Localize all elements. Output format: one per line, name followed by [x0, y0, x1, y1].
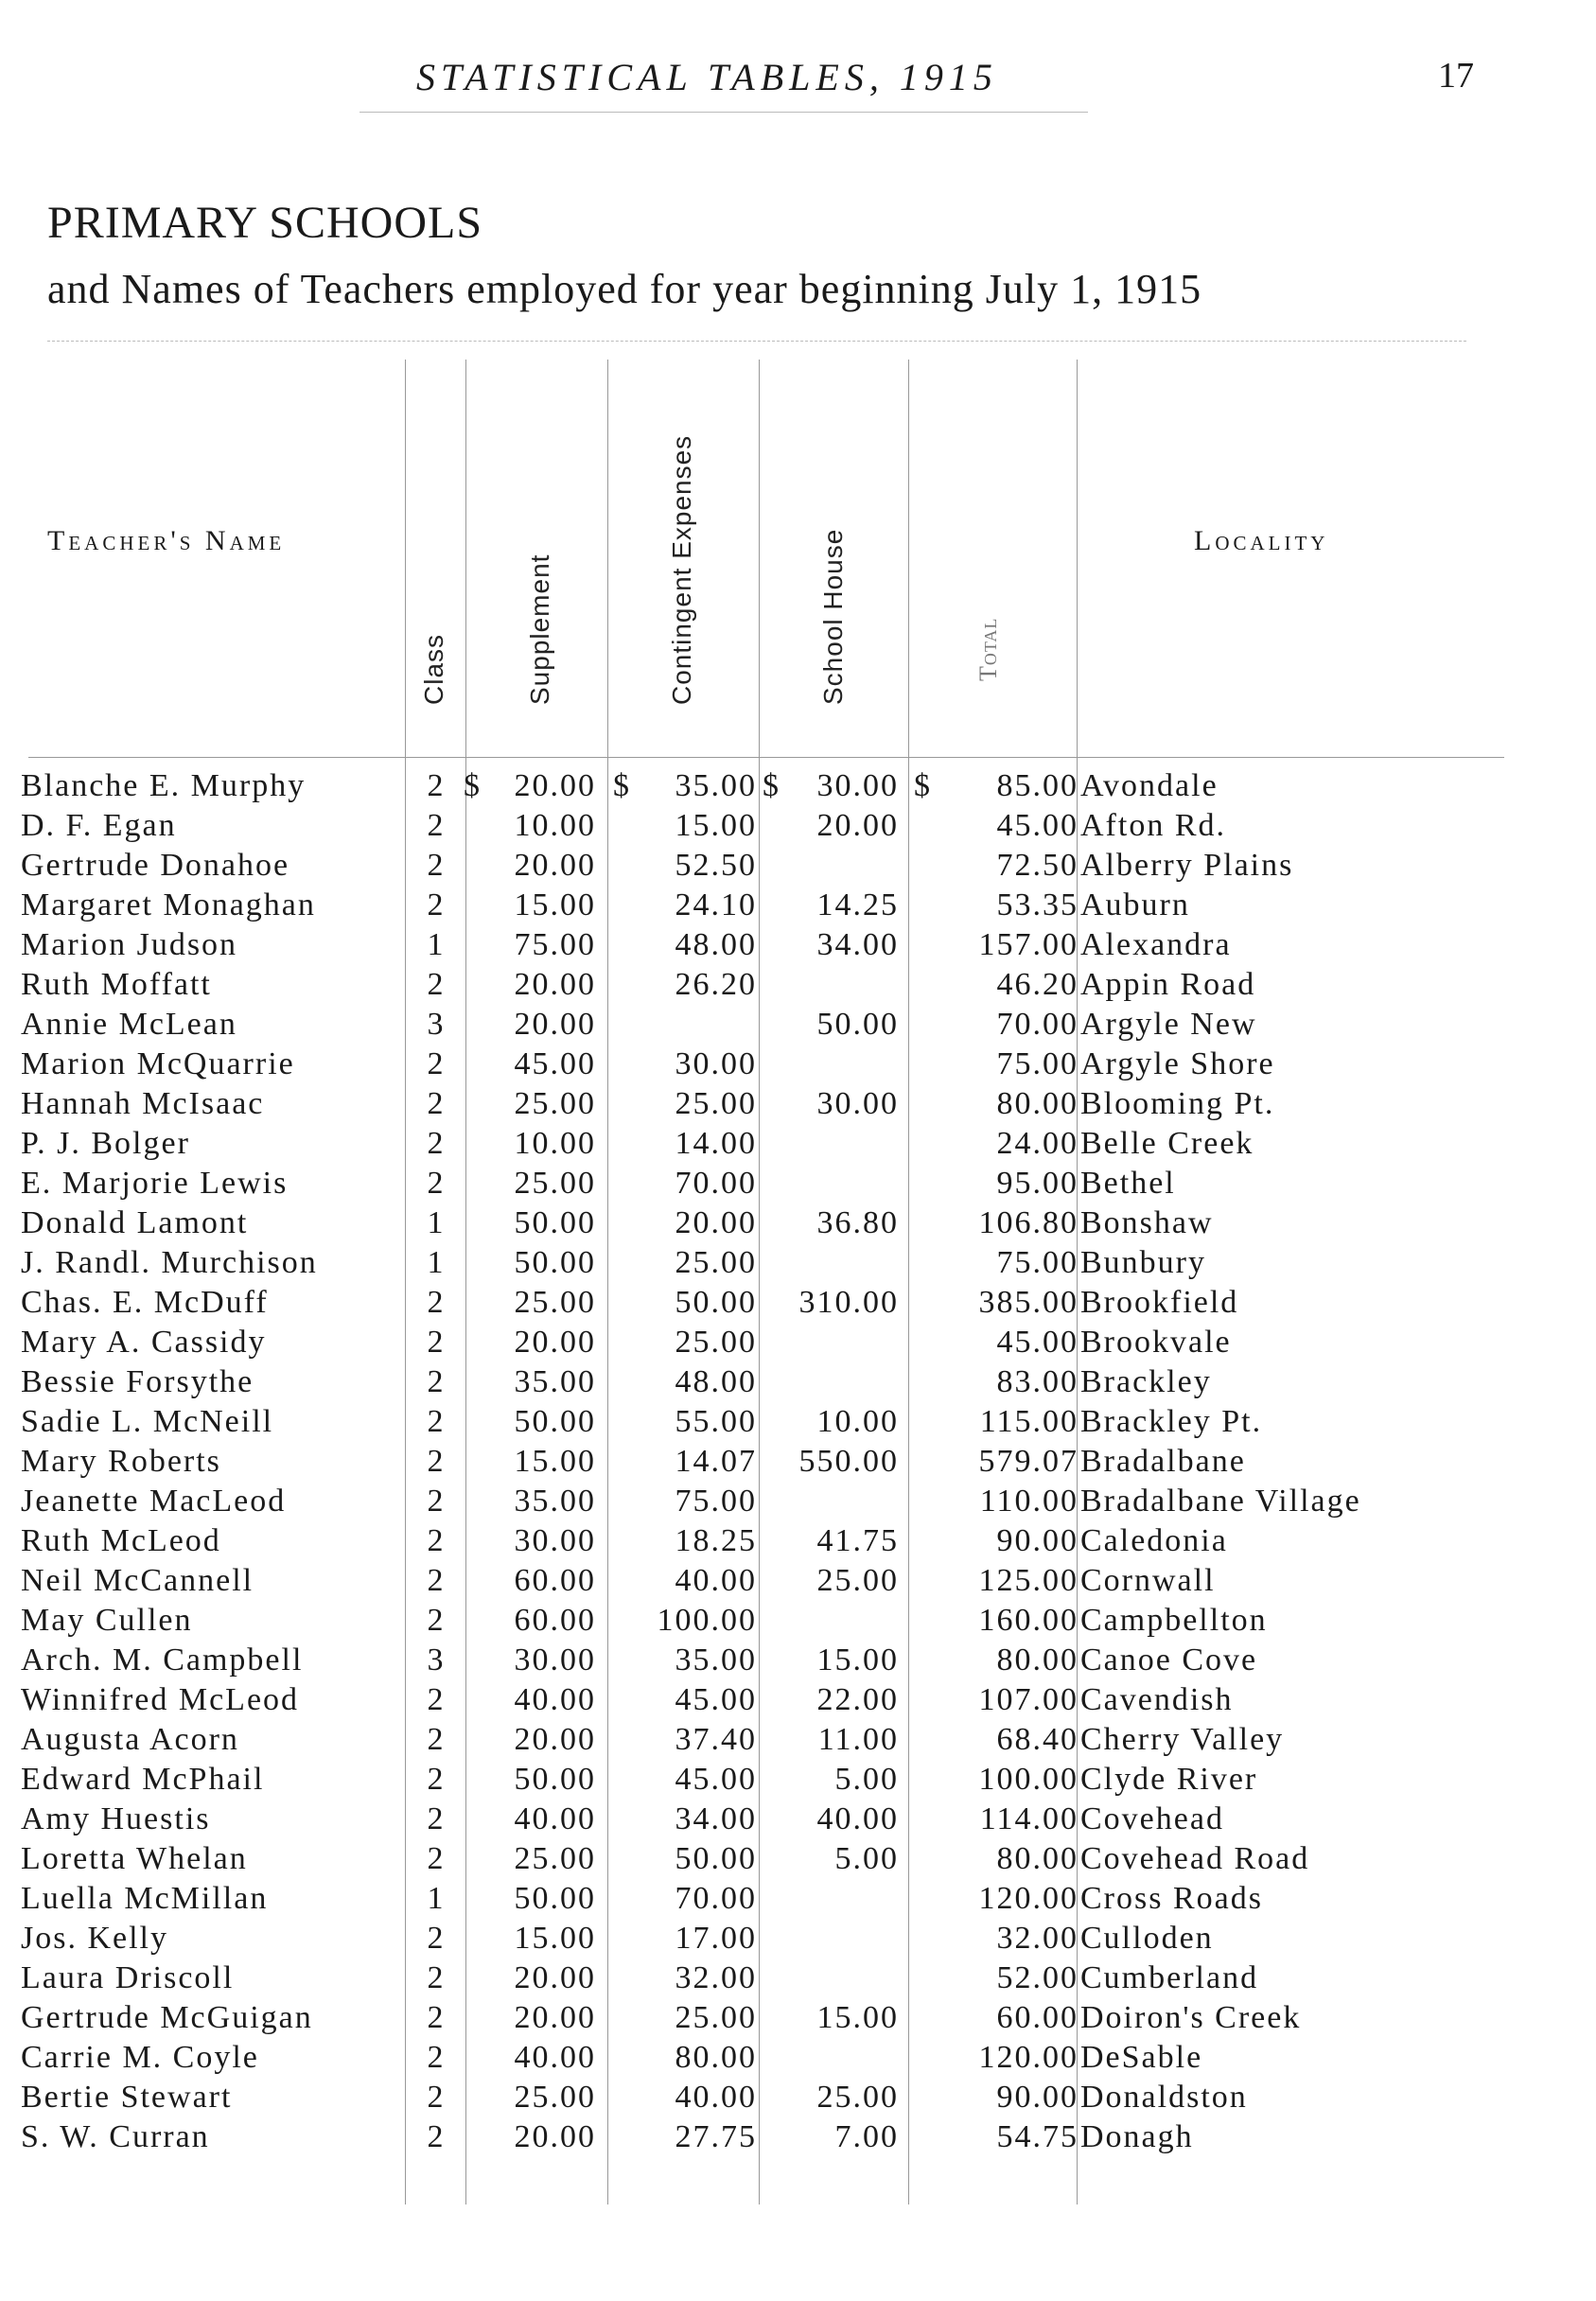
locality-cell: Avondale [1080, 768, 1219, 803]
supplement-cell: 30.00 [514, 1642, 596, 1677]
locality-cell: Caledonia [1080, 1523, 1228, 1558]
table-row [0, 1958, 1596, 1998]
class-cell: 2 [427, 2080, 444, 2115]
class-cell: 2 [427, 887, 444, 922]
total-cell: 46.20 [996, 967, 1079, 1002]
header-total: Total [974, 617, 1002, 681]
locality-cell: Bethel [1080, 1166, 1176, 1201]
header-rule [360, 112, 1088, 113]
supplement-cell: 25.00 [514, 2080, 596, 2115]
contingent-cell: 35.00 [675, 1642, 757, 1677]
contingent-cell: 80.00 [675, 2040, 757, 2075]
supplement-cell: 25.00 [514, 1841, 596, 1876]
contingent-cell: 14.07 [675, 1444, 757, 1479]
total-cell: 90.00 [996, 1523, 1079, 1558]
table-row [0, 1164, 1596, 1203]
table-row [0, 1879, 1596, 1919]
locality-cell: Campbellton [1080, 1603, 1268, 1638]
total-cell: 54.75 [996, 2119, 1079, 2154]
class-cell: 2 [427, 1444, 444, 1479]
total-cell: 70.00 [996, 1007, 1079, 1042]
contingent-cell: 75.00 [675, 1484, 757, 1519]
header-class: Class [419, 633, 448, 705]
class-cell: 2 [427, 2040, 444, 2075]
contingent-cell: 34.00 [675, 1801, 757, 1836]
school-house-cell: 40.00 [816, 1801, 899, 1836]
contingent-cell: 35.00 [675, 768, 757, 803]
contingent-cell: 50.00 [675, 1285, 757, 1320]
running-head [0, 55, 1596, 102]
contingent-cell: 27.75 [675, 2119, 757, 2154]
total-cell: 85.00 [996, 768, 1079, 803]
table-row [0, 1760, 1596, 1800]
total-cell: 100.00 [978, 1762, 1079, 1797]
total-cell: 32.00 [996, 1921, 1079, 1956]
total-cell: 107.00 [978, 1682, 1079, 1717]
class-cell: 2 [427, 1722, 444, 1757]
class-cell: 1 [427, 1881, 444, 1916]
teacher-name: Luella McMillan [21, 1881, 269, 1916]
contingent-cell: 52.50 [675, 848, 757, 883]
school-house-cell: 310.00 [798, 1285, 899, 1320]
class-cell: 2 [427, 1484, 444, 1519]
table-row [0, 1005, 1596, 1045]
class-cell: 2 [427, 1126, 444, 1161]
header-contingent-expenses: Contingent Expenses [667, 434, 696, 705]
contingent-cell: 37.40 [675, 1722, 757, 1757]
teacher-name: Margaret Monaghan [21, 887, 316, 922]
locality-cell: Culloden [1080, 1921, 1214, 1956]
class-cell: 2 [427, 848, 444, 883]
supplement-cell: 40.00 [514, 1801, 596, 1836]
teacher-name: Sadie L. McNeill [21, 1404, 274, 1439]
locality-cell: Bradalbane Village [1080, 1484, 1361, 1519]
class-cell: 2 [427, 1404, 444, 1439]
locality-cell: Cherry Valley [1080, 1722, 1285, 1757]
currency-symbol: $ [763, 768, 779, 803]
teacher-name: Gertrude McGuigan [21, 2000, 313, 2035]
table-body [0, 766, 1596, 2157]
total-cell: 80.00 [996, 1841, 1079, 1876]
locality-cell: Donaldston [1080, 2080, 1248, 2115]
class-cell: 2 [427, 967, 444, 1002]
contingent-cell: 20.00 [675, 1205, 757, 1240]
class-cell: 2 [427, 1563, 444, 1598]
teacher-name: J. Randl. Murchison [21, 1245, 318, 1280]
contingent-cell: 48.00 [675, 927, 757, 962]
contingent-cell: 45.00 [675, 1762, 757, 1797]
class-cell: 2 [427, 1841, 444, 1876]
supplement-cell: 50.00 [514, 1205, 596, 1240]
table-row [0, 1561, 1596, 1601]
header-bottom-rule [28, 757, 1504, 758]
contingent-cell: 30.00 [675, 1046, 757, 1081]
supplement-cell: 60.00 [514, 1563, 596, 1598]
total-cell: 45.00 [996, 808, 1079, 843]
teacher-name: Chas. E. McDuff [21, 1285, 269, 1320]
currency-symbol: $ [613, 768, 629, 803]
class-cell: 2 [427, 1801, 444, 1836]
contingent-cell: 32.00 [675, 1960, 757, 1995]
school-house-cell: 7.00 [834, 2119, 899, 2154]
table-row [0, 1521, 1596, 1561]
class-cell: 1 [427, 1205, 444, 1240]
locality-cell: Cavendish [1080, 1682, 1234, 1717]
page-number: 17 [1438, 56, 1474, 96]
header-locality: Locality [1194, 525, 1329, 556]
supplement-cell: 50.00 [514, 1245, 596, 1280]
contingent-cell: 40.00 [675, 2080, 757, 2115]
supplement-cell: 10.00 [514, 1126, 596, 1161]
class-cell: 2 [427, 1364, 444, 1399]
contingent-cell: 24.10 [675, 887, 757, 922]
class-cell: 2 [427, 1921, 444, 1956]
total-cell: 80.00 [996, 1642, 1079, 1677]
teacher-name: Loretta Whelan [21, 1841, 248, 1876]
teachers-table [0, 360, 1596, 2204]
table-row [0, 1601, 1596, 1641]
contingent-cell: 17.00 [675, 1921, 757, 1956]
table-row [0, 766, 1596, 806]
locality-cell: Donagh [1080, 2119, 1194, 2154]
class-cell: 2 [427, 1762, 444, 1797]
contingent-cell: 40.00 [675, 1563, 757, 1598]
contingent-cell: 50.00 [675, 1841, 757, 1876]
total-cell: 75.00 [996, 1046, 1079, 1081]
teacher-name: Ruth Moffatt [21, 967, 212, 1002]
supplement-cell: 40.00 [514, 1682, 596, 1717]
school-house-cell: 20.00 [816, 808, 899, 843]
total-cell: 83.00 [996, 1364, 1079, 1399]
locality-cell: Alexandra [1080, 927, 1232, 962]
supplement-cell: 35.00 [514, 1484, 596, 1519]
section-subtitle: and Names of Teachers employed for year beginning July 1, 1915 [47, 266, 1202, 312]
class-cell: 2 [427, 1166, 444, 1201]
locality-cell: Doiron's Creek [1080, 2000, 1302, 2035]
school-house-cell: 30.00 [816, 1086, 899, 1121]
school-house-cell: 14.25 [816, 887, 899, 922]
locality-cell: Brookvale [1080, 1325, 1232, 1360]
teacher-name: Bertie Stewart [21, 2080, 233, 2115]
total-cell: 80.00 [996, 1086, 1079, 1121]
currency-symbol: $ [914, 768, 930, 803]
supplement-cell: 50.00 [514, 1404, 596, 1439]
locality-cell: Cross Roads [1080, 1881, 1263, 1916]
school-house-cell: 15.00 [816, 2000, 899, 2035]
locality-cell: Canoe Cove [1080, 1642, 1258, 1677]
supplement-cell: 15.00 [514, 887, 596, 922]
total-cell: 60.00 [996, 2000, 1079, 2035]
supplement-cell: 50.00 [514, 1762, 596, 1797]
total-cell: 160.00 [978, 1603, 1079, 1638]
school-house-cell: 15.00 [816, 1642, 899, 1677]
table-row [0, 1124, 1596, 1164]
table-row [0, 925, 1596, 965]
teacher-name: Augusta Acorn [21, 1722, 239, 1757]
running-title: STATISTICAL TABLES, 1915 [416, 56, 998, 98]
total-cell: 95.00 [996, 1166, 1079, 1201]
class-cell: 1 [427, 1245, 444, 1280]
class-cell: 2 [427, 1325, 444, 1360]
supplement-cell: 20.00 [514, 2119, 596, 2154]
supplement-cell: 20.00 [514, 1722, 596, 1757]
school-house-cell: 25.00 [816, 1563, 899, 1598]
class-cell: 2 [427, 1285, 444, 1320]
table-row [0, 1045, 1596, 1084]
supplement-cell: 25.00 [514, 1166, 596, 1201]
teacher-name: Jos. Kelly [21, 1921, 168, 1956]
table-row [0, 1203, 1596, 1243]
total-cell: 53.35 [996, 887, 1079, 922]
locality-cell: Cumberland [1080, 1960, 1259, 1995]
total-cell: 68.40 [996, 1722, 1079, 1757]
teacher-name: May Cullen [21, 1603, 193, 1638]
school-house-cell: 22.00 [816, 1682, 899, 1717]
total-cell: 114.00 [979, 1801, 1079, 1836]
school-house-cell: 550.00 [798, 1444, 899, 1479]
supplement-cell: 20.00 [514, 2000, 596, 2035]
school-house-cell: 36.80 [816, 1205, 899, 1240]
table-row [0, 1839, 1596, 1879]
header-supplement: Supplement [525, 553, 554, 705]
locality-cell: Appin Road [1080, 967, 1256, 1002]
supplement-cell: 75.00 [514, 927, 596, 962]
teacher-name: Amy Huestis [21, 1801, 211, 1836]
total-cell: 579.07 [978, 1444, 1079, 1479]
total-cell: 157.00 [978, 927, 1079, 962]
teacher-name: D. F. Egan [21, 808, 177, 843]
total-cell: 115.00 [979, 1404, 1079, 1439]
locality-cell: Clyde River [1080, 1762, 1258, 1797]
supplement-cell: 15.00 [514, 1921, 596, 1956]
table-row [0, 965, 1596, 1005]
class-cell: 2 [427, 1682, 444, 1717]
table-row [0, 2038, 1596, 2078]
teacher-name: Laura Driscoll [21, 1960, 235, 1995]
supplement-cell: 20.00 [514, 1960, 596, 1995]
locality-cell: Belle Creek [1080, 1126, 1254, 1161]
class-cell: 2 [427, 1523, 444, 1558]
teacher-name: Marion McQuarrie [21, 1046, 295, 1081]
class-cell: 2 [427, 1603, 444, 1638]
teacher-name: Carrie M. Coyle [21, 2040, 259, 2075]
supplement-cell: 40.00 [514, 2040, 596, 2075]
contingent-cell: 15.00 [675, 808, 757, 843]
total-cell: 45.00 [996, 1325, 1079, 1360]
locality-cell: Cornwall [1080, 1563, 1216, 1598]
teacher-name: Ruth McLeod [21, 1523, 221, 1558]
class-cell: 2 [427, 1046, 444, 1081]
table-row [0, 2078, 1596, 2117]
teacher-name: Annie McLean [21, 1007, 237, 1042]
school-house-cell: 30.00 [816, 768, 899, 803]
school-house-cell: 10.00 [816, 1404, 899, 1439]
supplement-cell: 20.00 [514, 848, 596, 883]
school-house-cell: 25.00 [816, 2080, 899, 2115]
total-cell: 120.00 [978, 2040, 1079, 2075]
teacher-name: Blanche E. Murphy [21, 768, 307, 803]
total-cell: 125.00 [978, 1563, 1079, 1598]
supplement-cell: 50.00 [514, 1881, 596, 1916]
locality-cell: Bonshaw [1080, 1205, 1214, 1240]
teacher-name: Marion Judson [21, 927, 238, 962]
contingent-cell: 100.00 [657, 1603, 757, 1638]
teacher-name: Donald Lamont [21, 1205, 249, 1240]
class-cell: 2 [427, 2119, 444, 2154]
supplement-cell: 10.00 [514, 808, 596, 843]
total-cell: 110.00 [979, 1484, 1079, 1519]
total-cell: 385.00 [978, 1285, 1079, 1320]
total-cell: 90.00 [996, 2080, 1079, 2115]
table-row [0, 1720, 1596, 1760]
locality-cell: Alberry Plains [1080, 848, 1294, 883]
contingent-cell: 14.00 [675, 1126, 757, 1161]
contingent-cell: 70.00 [675, 1881, 757, 1916]
class-cell: 2 [427, 1086, 444, 1121]
locality-cell: Argyle Shore [1080, 1046, 1275, 1081]
table-row [0, 1283, 1596, 1323]
supplement-cell: 35.00 [514, 1364, 596, 1399]
supplement-cell: 25.00 [514, 1285, 596, 1320]
contingent-cell: 26.20 [675, 967, 757, 1002]
table-row [0, 1402, 1596, 1442]
table-row [0, 1482, 1596, 1521]
total-cell: 106.80 [978, 1205, 1079, 1240]
locality-cell: Brackley [1080, 1364, 1212, 1399]
locality-cell: Afton Rd. [1080, 808, 1226, 843]
total-cell: 120.00 [978, 1881, 1079, 1916]
school-house-cell: 11.00 [817, 1722, 899, 1757]
supplement-cell: 30.00 [514, 1523, 596, 1558]
table-row [0, 1680, 1596, 1720]
title-rule [47, 341, 1466, 342]
table-row [0, 1084, 1596, 1124]
contingent-cell: 25.00 [675, 2000, 757, 2035]
supplement-cell: 60.00 [514, 1603, 596, 1638]
contingent-cell: 55.00 [675, 1404, 757, 1439]
locality-cell: Covehead Road [1080, 1841, 1310, 1876]
locality-cell: Covehead [1080, 1801, 1224, 1836]
supplement-cell: 20.00 [514, 1325, 596, 1360]
table-row [0, 1919, 1596, 1958]
teacher-name: Edward McPhail [21, 1762, 265, 1797]
table-row [0, 846, 1596, 886]
table-row [0, 2117, 1596, 2157]
table-row [0, 1243, 1596, 1283]
supplement-cell: 15.00 [514, 1444, 596, 1479]
header-teacher-name: Teacher's Name [47, 525, 286, 556]
teacher-name: Bessie Forsythe [21, 1364, 254, 1399]
total-cell: 52.00 [996, 1960, 1079, 1995]
teacher-name: E. Marjorie Lewis [21, 1166, 289, 1201]
class-cell: 2 [427, 808, 444, 843]
currency-symbol: $ [464, 768, 480, 803]
supplement-cell: 45.00 [514, 1046, 596, 1081]
contingent-cell: 70.00 [675, 1166, 757, 1201]
teacher-name: Neil McCannell [21, 1563, 254, 1598]
contingent-cell: 45.00 [675, 1682, 757, 1717]
table-row [0, 1442, 1596, 1482]
teacher-name: Hannah McIsaac [21, 1086, 265, 1121]
table-row [0, 1998, 1596, 2038]
teacher-name: P. J. Bolger [21, 1126, 190, 1161]
total-cell: 75.00 [996, 1245, 1079, 1280]
teacher-name: Jeanette MacLeod [21, 1484, 287, 1519]
supplement-cell: 25.00 [514, 1086, 596, 1121]
locality-cell: Bunbury [1080, 1245, 1206, 1280]
total-cell: 24.00 [996, 1126, 1079, 1161]
school-house-cell: 5.00 [834, 1762, 899, 1797]
teacher-name: Gertrude Donahoe [21, 848, 290, 883]
table-row [0, 1641, 1596, 1680]
table-row [0, 1323, 1596, 1362]
locality-cell: Brackley Pt. [1080, 1404, 1263, 1439]
class-cell: 1 [427, 927, 444, 962]
table-row [0, 806, 1596, 846]
teacher-name: S. W. Curran [21, 2119, 210, 2154]
header-school-house: School House [818, 528, 848, 705]
locality-cell: DeSable [1080, 2040, 1203, 2075]
locality-cell: Argyle New [1080, 1007, 1257, 1042]
contingent-cell: 25.00 [675, 1086, 757, 1121]
table-row [0, 1800, 1596, 1839]
total-cell: 72.50 [996, 848, 1079, 883]
table-row [0, 1362, 1596, 1402]
supplement-cell: 20.00 [514, 1007, 596, 1042]
class-cell: 3 [427, 1642, 444, 1677]
supplement-cell: 20.00 [514, 768, 596, 803]
teacher-name: Arch. M. Campbell [21, 1642, 304, 1677]
supplement-cell: 20.00 [514, 967, 596, 1002]
contingent-cell: 48.00 [675, 1364, 757, 1399]
teacher-name: Mary A. Cassidy [21, 1325, 267, 1360]
section-title: PRIMARY SCHOOLS [47, 198, 483, 248]
locality-cell: Bradalbane [1080, 1444, 1246, 1479]
class-cell: 2 [427, 1960, 444, 1995]
contingent-cell: 25.00 [675, 1325, 757, 1360]
school-house-cell: 5.00 [834, 1841, 899, 1876]
class-cell: 2 [427, 768, 444, 803]
contingent-cell: 18.25 [675, 1523, 757, 1558]
locality-cell: Auburn [1080, 887, 1190, 922]
table-row [0, 886, 1596, 925]
teacher-name: Winnifred McLeod [21, 1682, 300, 1717]
school-house-cell: 34.00 [816, 927, 899, 962]
school-house-cell: 50.00 [816, 1007, 899, 1042]
class-cell: 3 [427, 1007, 444, 1042]
locality-cell: Brookfield [1080, 1285, 1239, 1320]
contingent-cell: 25.00 [675, 1245, 757, 1280]
teacher-name: Mary Roberts [21, 1444, 221, 1479]
class-cell: 2 [427, 2000, 444, 2035]
locality-cell: Blooming Pt. [1080, 1086, 1275, 1121]
school-house-cell: 41.75 [816, 1523, 899, 1558]
